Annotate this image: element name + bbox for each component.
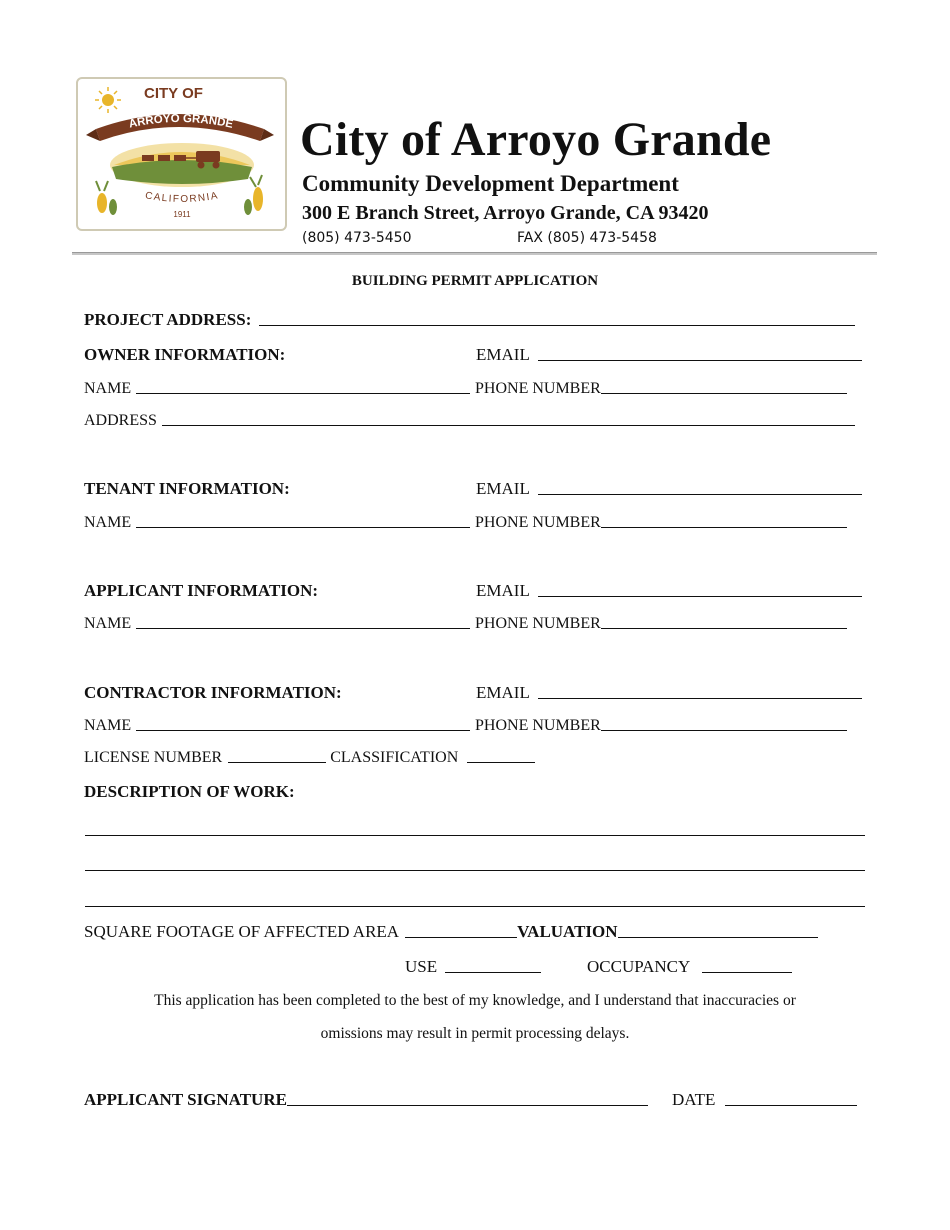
tenant-phone-field[interactable] xyxy=(601,526,847,528)
contractor-name-field[interactable] xyxy=(136,729,470,731)
use-label: USE xyxy=(405,957,438,976)
project-address-field[interactable] xyxy=(259,324,855,326)
classification-field[interactable] xyxy=(467,761,535,763)
declaration-text-line-1: This application has been completed to the best of my knowledge, and I understand that inaccuracies or xyxy=(154,992,796,1009)
svg-text:CITY OF: CITY OF xyxy=(144,85,203,102)
applicant-phone-label: PHONE NUMBER xyxy=(475,615,601,632)
owner-address-field[interactable] xyxy=(162,424,855,426)
contractor-email-field[interactable] xyxy=(538,697,862,699)
owner-email-label: EMAIL xyxy=(476,345,530,364)
tenant-email-field[interactable] xyxy=(538,493,862,495)
contractor-phone-label: PHONE NUMBER xyxy=(475,717,601,734)
tenant-name-label: NAME xyxy=(84,514,132,531)
applicant-phone-row xyxy=(475,615,847,633)
tenant-phone-row xyxy=(475,514,847,532)
tenant-information-heading: TENANT INFORMATION: xyxy=(84,479,290,498)
tenant-name-row xyxy=(84,514,470,532)
use-row xyxy=(405,957,541,977)
description-line-3[interactable] xyxy=(85,906,865,907)
department-name: Community Development Department xyxy=(302,171,679,196)
license-number-label: LICENSE NUMBER xyxy=(84,749,223,766)
applicant-name-field[interactable] xyxy=(136,627,470,629)
sun-icon xyxy=(95,87,121,113)
owner-name-label: NAME xyxy=(84,380,132,397)
applicant-name-row xyxy=(84,615,470,633)
applicant-name-label: NAME xyxy=(84,615,132,632)
classification-label: CLASSIFICATION xyxy=(330,749,459,766)
applicant-information-heading: APPLICANT INFORMATION: xyxy=(84,581,319,600)
owner-phone-label: PHONE NUMBER xyxy=(475,380,601,397)
contractor-information-heading: CONTRACTOR INFORMATION: xyxy=(84,683,342,702)
city-title: City of Arroyo Grande xyxy=(300,113,772,166)
owner-heading-row xyxy=(84,345,285,365)
form-title: BUILDING PERMIT APPLICATION xyxy=(351,273,599,289)
occupancy-row xyxy=(587,957,792,977)
owner-phone-row xyxy=(475,380,847,398)
date-field[interactable] xyxy=(725,1104,857,1106)
applicant-phone-field[interactable] xyxy=(601,627,847,629)
tenant-email-row xyxy=(476,479,862,499)
applicant-email-row xyxy=(476,581,862,601)
svg-text:1911: 1911 xyxy=(173,210,191,219)
tenant-phone-label: PHONE NUMBER xyxy=(475,514,601,531)
owner-phone-field[interactable] xyxy=(601,392,847,394)
header-divider xyxy=(72,252,877,255)
contractor-name-label: NAME xyxy=(84,717,132,734)
contractor-name-row xyxy=(84,717,470,735)
declaration-text-line-2: omissions may result in permit processing delays. xyxy=(320,1025,630,1042)
occupancy-field[interactable] xyxy=(702,971,792,973)
contractor-email-row xyxy=(476,683,862,703)
svg-text:ARROYO GRANDE: ARROYO GRANDE xyxy=(127,112,235,131)
valuation-label: VALUATION xyxy=(517,922,618,941)
contractor-heading-row xyxy=(84,683,342,703)
owner-information-heading: OWNER INFORMATION: xyxy=(84,345,286,364)
signature-row xyxy=(84,1090,648,1110)
tenant-email-label: EMAIL xyxy=(476,479,530,498)
date-row xyxy=(672,1090,857,1110)
department-address: 300 E Branch Street, Arroyo Grande, CA 93420 xyxy=(302,202,709,224)
owner-address-row xyxy=(84,412,855,430)
occupancy-label: OCCUPANCY xyxy=(587,957,691,976)
applicant-signature-label: APPLICANT SIGNATURE xyxy=(84,1090,287,1109)
description-line-1[interactable] xyxy=(85,835,865,836)
description-line-2[interactable] xyxy=(85,870,865,871)
project-address-row xyxy=(84,310,855,330)
tenant-heading-row xyxy=(84,479,290,499)
fax-number: FAX (805) 473-5458 xyxy=(517,230,657,246)
project-address-label: PROJECT ADDRESS: xyxy=(84,310,252,329)
applicant-email-label: EMAIL xyxy=(476,581,530,600)
contractor-email-label: EMAIL xyxy=(476,683,530,702)
applicant-email-field[interactable] xyxy=(538,595,862,597)
owner-email-field[interactable] xyxy=(538,359,862,361)
applicant-signature-field[interactable] xyxy=(287,1104,648,1106)
city-seal-logo xyxy=(76,77,287,231)
license-number-field[interactable] xyxy=(228,761,326,763)
contractor-phone-row xyxy=(475,717,847,735)
tenant-name-field[interactable] xyxy=(136,526,470,528)
use-field[interactable] xyxy=(445,971,541,973)
contractor-license-row xyxy=(84,749,535,767)
square-footage-field[interactable] xyxy=(405,936,517,938)
date-label: DATE xyxy=(672,1090,716,1109)
description-heading-row xyxy=(84,782,295,802)
square-footage-row xyxy=(84,922,818,942)
valuation-field[interactable] xyxy=(618,936,818,938)
svg-text:CALIFORNIA: CALIFORNIA xyxy=(144,190,220,206)
applicant-heading-row xyxy=(84,581,318,601)
contractor-phone-field[interactable] xyxy=(601,729,847,731)
owner-name-field[interactable] xyxy=(136,392,470,394)
owner-email-row xyxy=(476,345,862,365)
phone-number: (805) 473-5450 xyxy=(302,230,412,246)
description-of-work-label: DESCRIPTION OF WORK: xyxy=(84,782,295,801)
square-footage-label: SQUARE FOOTAGE OF AFFECTED AREA xyxy=(84,922,400,941)
owner-name-row xyxy=(84,380,470,398)
owner-address-label: ADDRESS xyxy=(84,412,157,429)
